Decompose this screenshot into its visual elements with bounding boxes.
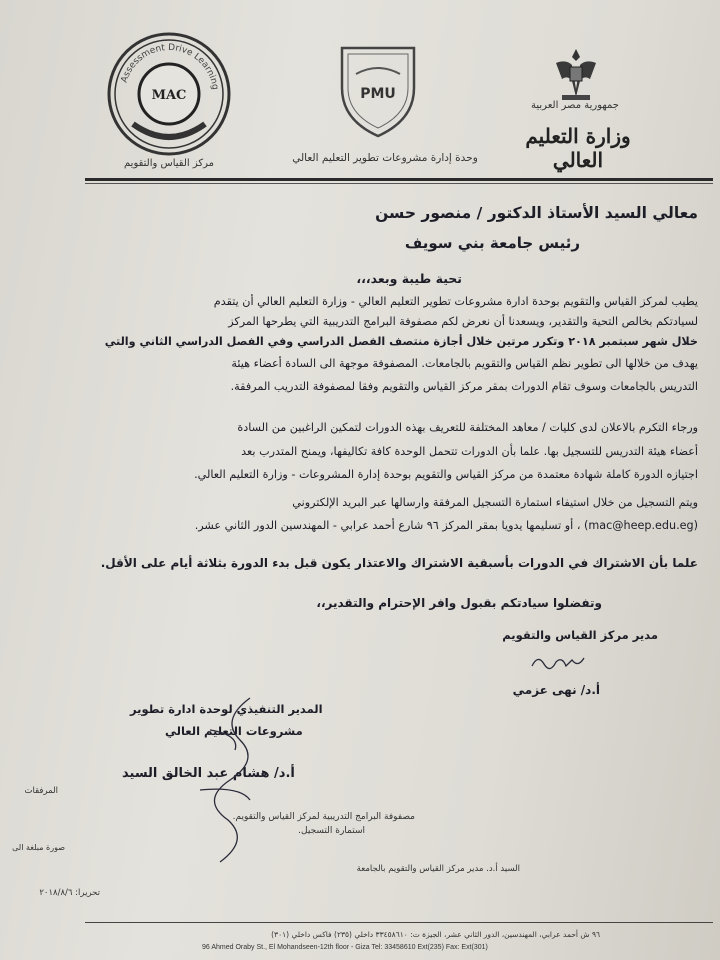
ministry-caption: وزارة التعليم العالي bbox=[525, 124, 631, 172]
header-rule-thin bbox=[85, 183, 713, 184]
left-signer-name: أ.د/ هشام عبد الخالق السيد bbox=[122, 766, 295, 781]
attachment-item-2: استمارة التسجيل. bbox=[298, 826, 365, 836]
footer-english: 96 Ahmed Oraby St., El Mohandseen-12th floor - Giza Tel: 33458610 Ext(235) Fax: Ext(301) bbox=[202, 944, 488, 951]
mac-logo-ring-text: Assessment Drive Learning bbox=[119, 42, 220, 91]
mac-logo bbox=[105, 30, 233, 158]
copy-label: صورة مبلغة الى bbox=[12, 843, 65, 852]
p1-line-3: خلال شهر سبتمبر ٢٠١٨ وتكرر مرتين خلال أجازة منتصف الفصل الدراسي وفي الفصل الدراسي الثاني والتي bbox=[104, 335, 698, 348]
p2-line-3: اجتيازه الدورة كاملة شهادة معتمدة من مركز القياس والتقويم بوحدة إدارة المشروعات - وزارة التعليم العالي. bbox=[194, 468, 698, 481]
issue-date: تحريرا: ٢٠١٨/٨/٦ bbox=[39, 888, 100, 898]
attachments-label: المرفقات bbox=[24, 786, 58, 796]
p3-line-2: (mac@heep.edu.eg) ، أو تسليمها يدويا بمقر المركز ٩٦ شارع أحمد عرابي - المهندسين الدور الثاني عشر. bbox=[194, 519, 698, 532]
left-signer-title-2: مشروعات التعليم العالي bbox=[165, 724, 303, 738]
p3-line-1: ويتم التسجيل من خلال استيفاء استمارة التسجيل المرفقة وارسالها عبر البريد الإلكتروني bbox=[292, 496, 698, 509]
p1-line-1: يطيب لمركز القياس والتقويم بوحدة ادارة مشروعات تطوير التعليم العالي - وزارة التعليم العالي أن يتقدم bbox=[213, 295, 698, 308]
mac-logo-caption: مركز القياس والتقويم bbox=[124, 158, 214, 169]
p2-line-2: أعضاء هيئة التدريس للتسجيل بها. علما بأن الدورات تتحمل الوحدة كافة تكاليفها، ويمنح المتدرب بعد bbox=[241, 445, 698, 458]
p1-line-2: لسيادتكم بخالص التحية والتقدير، ويسعدنا أن نعرض لكم مصفوفة البرامج التدريبية التي يطرحها المركز bbox=[228, 315, 698, 328]
attachment-item-1: مصفوفة البرامج التدريبية لمركز القياس والتقويم. bbox=[232, 812, 415, 822]
salutation: معالي السيد الأستاذ الدكتور / منصور حسن bbox=[375, 204, 698, 222]
left-signature-scribble bbox=[180, 690, 280, 870]
participation-note: علما بأن الاشتراك في الدورات بأسبقية الاشتراك والاعتذار يكون قبل بدء الدورة بثلاثة أيام على الأقل. bbox=[100, 556, 698, 570]
greeting: تحية طيبة وبعد،،، bbox=[356, 271, 462, 286]
footer-rule bbox=[85, 922, 713, 923]
p2-line-1: ورجاء التكرم بالاعلان لدى كليات / معاهد المختلفة للتعريف بهذه الدورات لتمكين الراغبين من السادة bbox=[237, 421, 698, 434]
pmu-caption: وحدة إدارة مشروعات تطوير التعليم العالي bbox=[292, 152, 478, 164]
pmu-logo-text: PMU bbox=[360, 86, 396, 102]
mac-logo-text: MAC bbox=[151, 88, 187, 103]
eagle-emblem-icon bbox=[552, 45, 600, 103]
pmu-logo bbox=[336, 40, 420, 140]
republic-caption: جمهورية مصر العربية bbox=[531, 100, 619, 111]
p1-line-5: التدريس بالجامعات وسوف تقام الدورات بمقر مركز القياس والتقويم وفقا لمصفوفة التدريب المرفقة. bbox=[230, 380, 698, 393]
copy-to: السيد أ.د. مدير مركز القياس والتقويم بالجامعة bbox=[356, 864, 520, 874]
header-rule bbox=[85, 178, 713, 181]
right-signer-name: أ.د/ نهى عزمي bbox=[512, 683, 600, 697]
right-signature-scribble bbox=[528, 650, 588, 674]
recipient-title: رئيس جامعة بني سويف bbox=[404, 234, 580, 252]
left-signer-title-1: المدير التنفيذي لوحدة ادارة تطوير bbox=[130, 702, 323, 716]
footer-arabic: ٩٦ ش أحمد عرابي، المهندسين، الدور الثاني عشر، الجيزة ت: ٣٣٤٥٨٦١٠ داخلي (٢٣٥) فاكس داخلي (٣٠١) bbox=[271, 930, 600, 939]
p1-line-4: يهدف من خلالها الى تطوير نظم القياس والتقويم بالجامعات. المصفوفة موجهة الى السادة أعضاء هيئة bbox=[231, 357, 698, 370]
right-signer-title: مدير مركز القياس والتقويم bbox=[502, 628, 658, 642]
closing-line: وتفضلوا سيادتكم بقبول وافر الإحترام والتقدير،، bbox=[316, 596, 602, 610]
